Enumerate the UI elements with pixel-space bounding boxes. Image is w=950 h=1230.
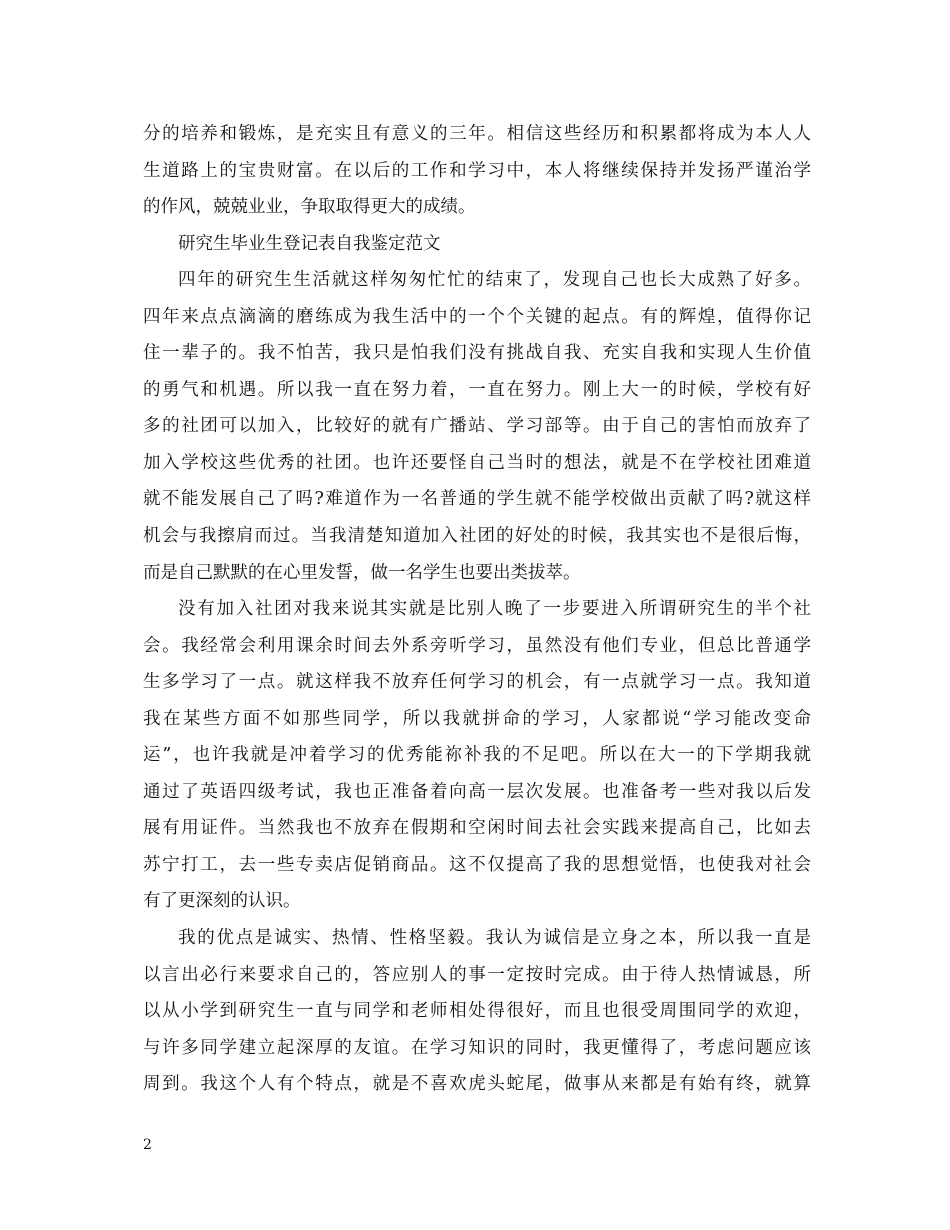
text-line: 我的优点是诚实、热情、性格坚毅。我认为诚信是立身之本，所以我一直是 [178, 928, 811, 949]
text-line: 生多学习了一点。就这样我不放弃任何学习的机会，有一点就学习一点。我知道 [143, 672, 811, 693]
text-line: 的勇气和机遇。所以我一直在努力着，一直在努力。刚上大一的时候，学校有好 [143, 379, 811, 400]
text-line: 运”，也许我就是冲着学习的优秀能祢补我的不足吧。所以在大一的下学期我就 [143, 745, 811, 766]
text-line: 与许多同学建立起深厚的友谊。在学习知识的同时，我更懂得了，考虑问题应该 [143, 1037, 811, 1058]
text-line: 我在某些方面不如那些同学，所以我就拼命的学习，人家都说“学习能改变命 [143, 708, 811, 729]
text-line: 周到。我这个人有个特点，就是不喜欢虎头蛇尾，做事从来都是有始有终，就算 [143, 1074, 811, 1095]
text-line: 住一辈子的。我不怕苦，我只是怕我们没有挑战自我、充实自我和实现人生价值 [143, 343, 811, 364]
text-line: 机会与我擦肩而过。当我清楚知道加入社团的好处的时候，我其实也不是很后悔， [143, 526, 811, 547]
page-number: 2 [143, 1137, 152, 1153]
text-line: 多的社团可以加入，比较好的就有广播站、学习部等。由于自己的害怕而放弃了 [143, 416, 811, 437]
text-line: 生道路上的宝贵财富。在以后的工作和学习中，本人将继续保持并发扬严谨治学 [143, 160, 811, 181]
text-line: 会。我经常会利用课余时间去外系旁听学习，虽然没有他们专业，但总比普通学 [143, 635, 811, 656]
text-line: 通过了英语四级考试，我也正准备着向高一层次发展。也准备考一些对我以后发 [143, 781, 811, 802]
text-line: 有了更深刻的认识。 [143, 891, 301, 912]
text-line: 研究生毕业生登记表自我鉴定范文 [178, 233, 441, 254]
text-line: 而是自己默默的在心里发誓，做一名学生也要出类拔萃。 [143, 562, 581, 583]
document-body [143, 116, 811, 1103]
text-line: 分的培养和锻炼，是充实且有意义的三年。相信这些经历和积累都将成为本人人 [143, 124, 811, 144]
text-line: 四年的研究生生活就这样匆匆忙忙的结束了，发现自己也长大成熟了好多。 [178, 270, 811, 291]
text-line: 苏宁打工，去一些专卖店促销商品。这不仅提高了我的思想觉悟，也使我对社会 [143, 854, 811, 875]
text-line: 没有加入社团对我来说其实就是比别人晚了一步要进入所谓研究生的半个社 [178, 599, 811, 620]
text-line: 的作风，兢兢业业，争取取得更大的成绩。 [143, 197, 476, 218]
text-line: 以言出必行来要求自己的，答应别人的事一定按时完成。由于待人热情诚恳，所 [143, 964, 811, 985]
text-line: 就不能发展自己了吗?难道作为一名普通的学生就不能学校做出贡献了吗?就这样 [143, 489, 811, 510]
text-line: 以从小学到研究生一直与同学和老师相处得很好，而且也很受周围同学的欢迎， [143, 1001, 811, 1022]
text-line: 加入学校这些优秀的社团。也许还要怪自己当时的想法，就是不在学校社团难道 [143, 452, 811, 473]
text-line: 展有用证件。当然我也不放弃在假期和空闲时间去社会实践来提高自己，比如去 [143, 818, 811, 839]
text-line: 四年来点点滴滴的磨练成为我生活中的一个个关键的起点。有的辉煌，值得你记 [143, 306, 811, 327]
